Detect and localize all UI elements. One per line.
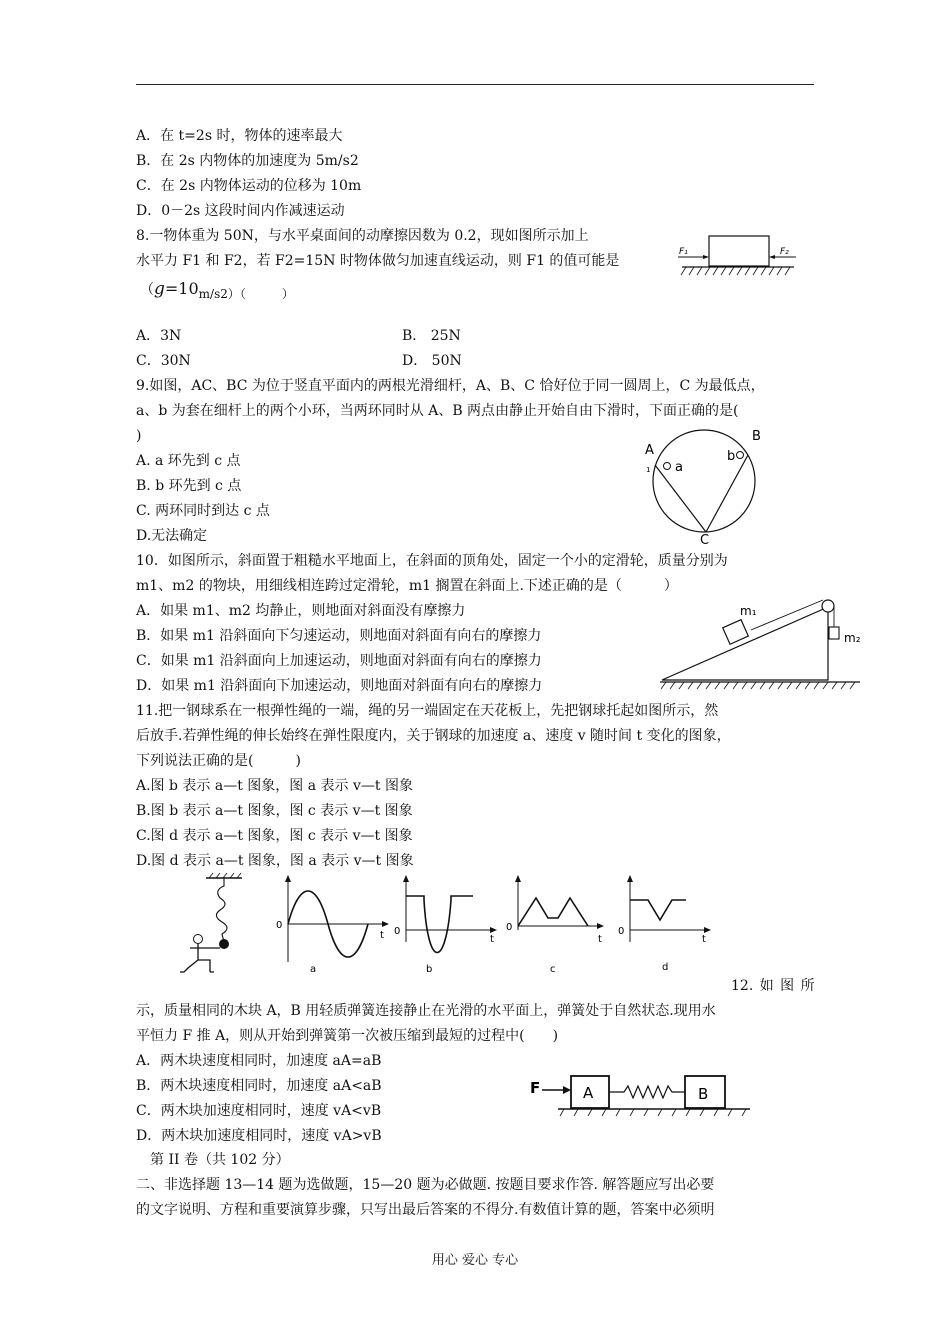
graph-c-origin: 0 <box>506 922 513 933</box>
graph-b-t: t <box>490 934 494 945</box>
q8-stem-line3 <box>140 280 294 299</box>
graph-a-origin: 0 <box>276 920 283 931</box>
q8-block-figure <box>672 228 802 284</box>
q8-option-c: C．30N <box>136 353 191 369</box>
page-footer: 用心 爱心 专心 <box>431 1253 519 1268</box>
header-rule <box>136 84 814 85</box>
q11-stem-line1: 11.把一钢球系在一根弹性绳的一端，绳的另一端固定在天花板上，先把钢球托起如图所示，然 <box>136 703 719 719</box>
q8-paren: （ <box>140 282 154 298</box>
block-b-label: B <box>698 1085 709 1103</box>
graph-c-t: t <box>598 934 602 945</box>
graph-d <box>618 875 711 973</box>
q9-stem-line1: 9.如图，AC、BC 为位于竖直平面内的两根光滑细杆，A、B、C 恰好位于同一圆周上，C 为最低点， <box>136 378 765 394</box>
graph-d-label: d <box>662 962 669 973</box>
q10-option-b: B．如果 m1 沿斜面向下匀速运动，则地面对斜面有向右的摩擦力 <box>136 628 542 644</box>
graph-d-origin: 0 <box>618 926 625 937</box>
block-a-label: A <box>583 1084 594 1102</box>
graph-b-origin: 0 <box>394 926 401 937</box>
steel-ball <box>219 939 229 949</box>
ring-b <box>737 452 744 459</box>
force-f-label: F <box>530 1079 541 1097</box>
q8-stem-line2: 水平力 F1 和 F2，若 F2=15N 时物体做匀加速直线运动，则 F1 的值可能是 <box>136 253 620 269</box>
q8-option-b: B． 25N <box>402 328 461 344</box>
q11-rope-figure <box>176 872 256 982</box>
graph-b-label: b <box>426 964 433 975</box>
g-unit: m/s2）（ ） <box>198 287 294 301</box>
force-arrowhead <box>563 1086 571 1094</box>
q12-option-c: C．两木块加速度相同时，速度 vA<vB <box>136 1103 382 1119</box>
q10-stem-line1: 10．如图所示，斜面置于粗糙水平地面上，在斜面的顶角处，固定一个小的定滑轮，质量分别为 <box>136 553 728 569</box>
spring <box>609 1086 685 1098</box>
q11-option-b: B.图 b 表示 a—t 图象，图 c 表示 v—t 图象 <box>136 803 413 819</box>
q12-stem-start: 12. 如 图 所 <box>731 978 815 994</box>
point-b-label: B <box>752 429 761 444</box>
graph-c-label: c <box>550 964 556 975</box>
block-m1 <box>723 620 749 645</box>
point-c-label: C <box>700 533 710 545</box>
q11-stem-line2: 后放手.若弹性绳的伸长始终在弹性限度内，关于钢球的加速度 a、速度 v 随时间 t 变化的图象， <box>136 728 731 744</box>
q11-option-d: D.图 d 表示 a—t 图象，图 a 表示 v—t 图象 <box>136 853 414 869</box>
f2-label: F₂ <box>780 247 789 257</box>
graph-a <box>276 875 389 975</box>
f1-arrowhead <box>703 255 709 259</box>
small-mark: 1 <box>646 466 651 474</box>
q9-circle <box>653 430 755 532</box>
q7-option-a: A．在 t=2s 时，物体的速率最大 <box>136 128 343 144</box>
part2-line2: 的文字说明、方程和重要演算步骤，只写出最后答案的不得分.有数值计算的题，答案中必须明 <box>136 1202 715 1218</box>
q12-spring-figure <box>528 1072 760 1122</box>
q9-stem-line3: ) <box>136 428 142 444</box>
g-symbol: g <box>154 279 165 299</box>
q11-stem-line3: 下列说法正确的是( ) <box>136 753 301 769</box>
q9-stem-line2: a、b 为套在细杆上的两个小环，当两环同时从 A、B 两点由静止开始自由下滑时，下面正确的是( <box>136 403 739 419</box>
q9-circle-figure <box>636 420 766 545</box>
q10-stem-line2: m1、m2 的物块，用细线相连跨过定滑轮，m1 搁置在斜面上.下述正确的是（ ） <box>136 578 678 594</box>
graph-a-label: a <box>310 964 317 975</box>
graph-d-t: t <box>702 934 706 945</box>
q12-stem-line2: 示，质量相同的木块 A，B 用轻质弹簧连接静止在光滑的水平面上，弹簧处于自然状态.现用水 <box>136 1003 716 1019</box>
ring-a <box>664 463 671 470</box>
f2-arrowhead <box>769 255 775 259</box>
q7-option-c: C．在 2s 内物体运动的位移为 10m <box>136 178 362 194</box>
graph-a-t: t <box>380 930 384 941</box>
q8-option-d: D． 50N <box>402 353 462 369</box>
q12-option-a: A．两木块速度相同时，加速度 aA=aB <box>136 1053 382 1069</box>
q10-incline-figure <box>656 590 866 695</box>
q9-option-b: B. b 环先到 c 点 <box>136 478 242 494</box>
q12-ground-hatch <box>560 1109 746 1116</box>
q8-stem-line1: 8.一物体重为 50N，与水平桌面间的动摩擦因数为 0.2，现如图所示加上 <box>136 228 589 244</box>
q12-option-b: B．两木块速度相同时，加速度 aA<aB <box>136 1078 382 1094</box>
q11-option-c: C.图 d 表示 a—t 图象，图 c 表示 v—t 图象 <box>136 828 413 844</box>
rod-bc <box>706 455 748 532</box>
q8-block <box>709 236 769 266</box>
q7-option-d: D．0－2s 这段时间内作减速运动 <box>136 203 345 219</box>
part2-title: 第 II 卷（共 102 分） <box>136 1152 290 1168</box>
ring-a-label: a <box>675 460 683 475</box>
q9-option-c: C. 两环同时到达 c 点 <box>136 503 270 519</box>
point-a-label: A <box>645 443 654 458</box>
q10-option-d: D．如果 m1 沿斜面向下加速运动，则地面对斜面有向右的摩擦力 <box>136 678 543 694</box>
graph-c <box>506 875 604 975</box>
ring-b-label: b <box>727 449 736 464</box>
q10-ground-hatch <box>661 682 855 689</box>
block-m2 <box>829 627 839 639</box>
part2-line1: 二、非选择题 13—14 题为选做题，15—20 题为必做题. 按题目要求作答. 解答题应写出必要 <box>136 1177 715 1193</box>
graph-b <box>394 875 497 975</box>
pulley <box>822 600 834 612</box>
f1-label: F₁ <box>679 247 688 257</box>
q10-option-a: A．如果 m1、m2 均静止，则地面对斜面没有摩擦力 <box>136 603 466 619</box>
rod-ac <box>655 465 706 532</box>
q10-option-c: C．如果 m1 沿斜面向上加速运动，则地面对斜面有向右的摩擦力 <box>136 653 542 669</box>
q9-option-d: D.无法确定 <box>136 528 208 544</box>
g-equals: =10 <box>164 279 199 298</box>
m2-label: m₂ <box>844 631 861 645</box>
q7-option-b: B．在 2s 内物体的加速度为 5m/s2 <box>136 153 359 169</box>
q12-option-d: D．两木块加速度相同时，速度 vA>vB <box>136 1128 382 1144</box>
q11-option-a: A.图 b 表示 a—t 图象，图 a 表示 v—t 图象 <box>136 778 413 794</box>
hand-figure-body <box>180 944 220 972</box>
q12-stem-line3: 平恒力 F 推 A，则从开始到弹簧第一次被压缩到最短的过程中( ) <box>136 1028 559 1044</box>
q11-graphs <box>268 870 718 980</box>
q8-option-a: A．3N <box>136 328 182 344</box>
hand-figure-head <box>194 935 203 944</box>
q9-option-a: A. a 环先到 c 点 <box>136 453 241 469</box>
m1-label: m₁ <box>740 604 757 618</box>
q8-ground-hatch <box>681 267 790 275</box>
elastic-rope <box>216 878 227 942</box>
